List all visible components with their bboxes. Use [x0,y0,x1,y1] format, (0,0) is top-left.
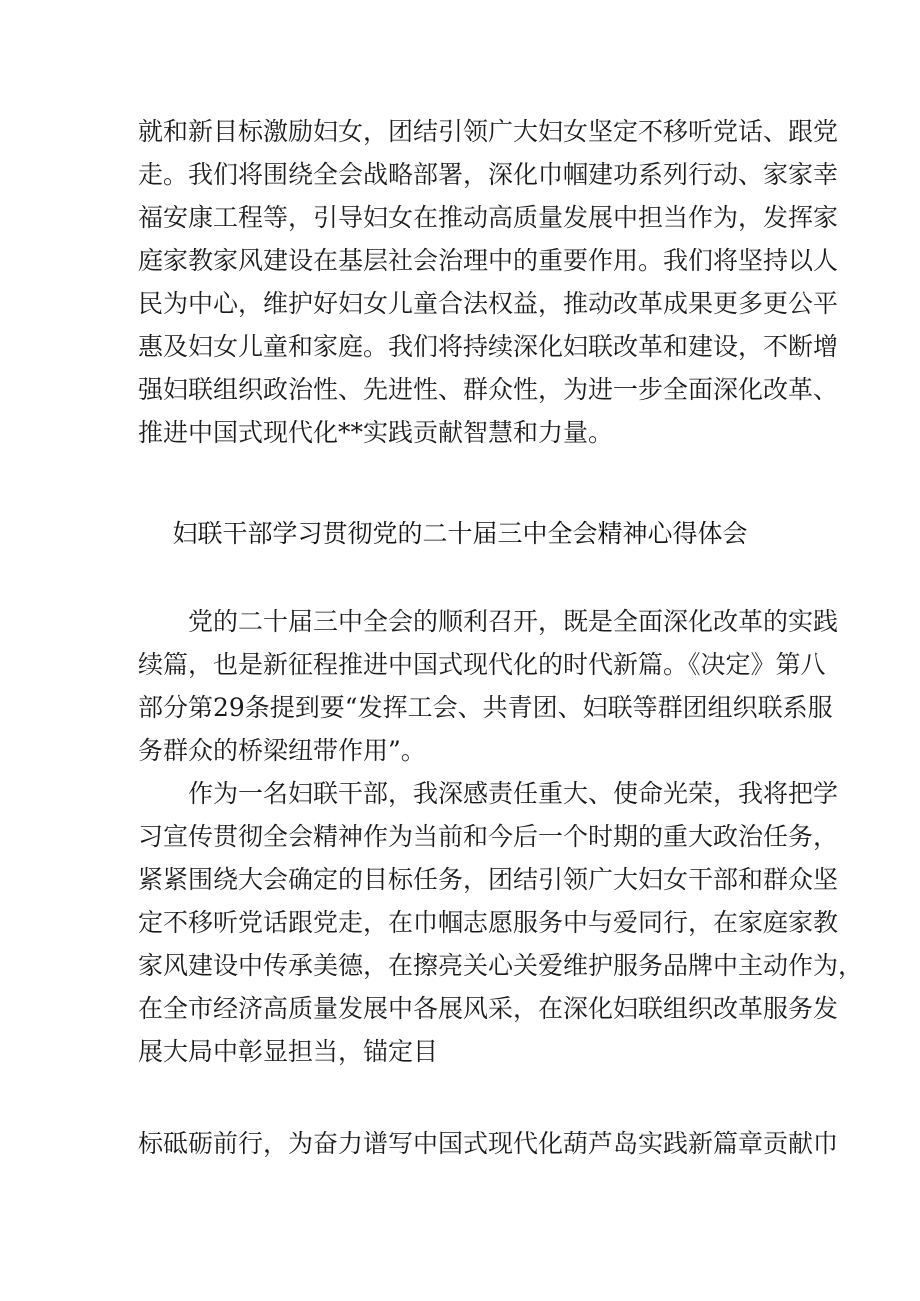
text-line: 展大局中彰显担当，锚定目 [138,1037,439,1066]
text-line: 强妇联组织政治性、先进性、群众性，为进一步全面深化改革、 [138,375,839,404]
text-line: 推进中国式现代化**实践贡献智慧和力量。 [138,418,614,447]
text-line: 在全市经济高质量发展中各展风采，在深化妇联组织改革服务发 [138,994,839,1023]
text-line: 民为中心，维护好妇女儿童合法权益，推动改革成果更多更公平 [138,289,839,318]
text-line: 习宣传贯彻全会精神作为当前和今后一个时期的重大政治任务， [138,822,839,851]
section-title: 妇联干部学习贯彻党的二十届三中全会精神心得体会 [172,519,748,548]
text-line: 庭家教家风建设在基层社会治理中的重要作用。我们将坚持以人 [138,246,839,275]
text-line: 作为一名妇联干部，我深感责任重大、使命光荣，我将把学 [188,779,839,808]
text-line: 标砥砺前行，为奋力谱写中国式现代化葫芦岛实践新篇章贡献巾 [138,1129,839,1158]
text-line: 紧紧围绕大会确定的目标任务，团结引领广大妇女干部和群众坚 [138,865,839,894]
text-line: 部分第29条提到要“发挥工会、共青团、妇联等群团组织联系服 [138,693,833,722]
text-line: 续篇，也是新征程推进中国式现代化的时代新篇。《决定》第八 [138,650,826,679]
text-line: 党的二十届三中全会的顺利召开，既是全面深化改革的实践 [188,607,839,636]
text-line: 走。我们将围绕全会战略部署，深化巾帼建功系列行动、家家幸 [138,160,839,189]
text-line: 定不移听党话跟党走，在巾帼志愿服务中与爱同行，在家庭家教 [138,908,839,937]
text-line: 福安康工程等，引导妇女在推动高质量发展中担当作为，发挥家 [138,203,839,232]
text-line: 就和新目标激励妇女，团结引领广大妇女坚定不移听党话、跟党 [138,117,839,146]
text-line: 家风建设中传承美德，在擦亮关心关爱维护服务品牌中主动作为， [138,951,864,980]
text-line: 务群众的桥梁纽带作用”。 [138,736,426,765]
text-line: 惠及妇女儿童和家庭。我们将持续深化妇联改革和建设，不断增 [138,332,839,361]
